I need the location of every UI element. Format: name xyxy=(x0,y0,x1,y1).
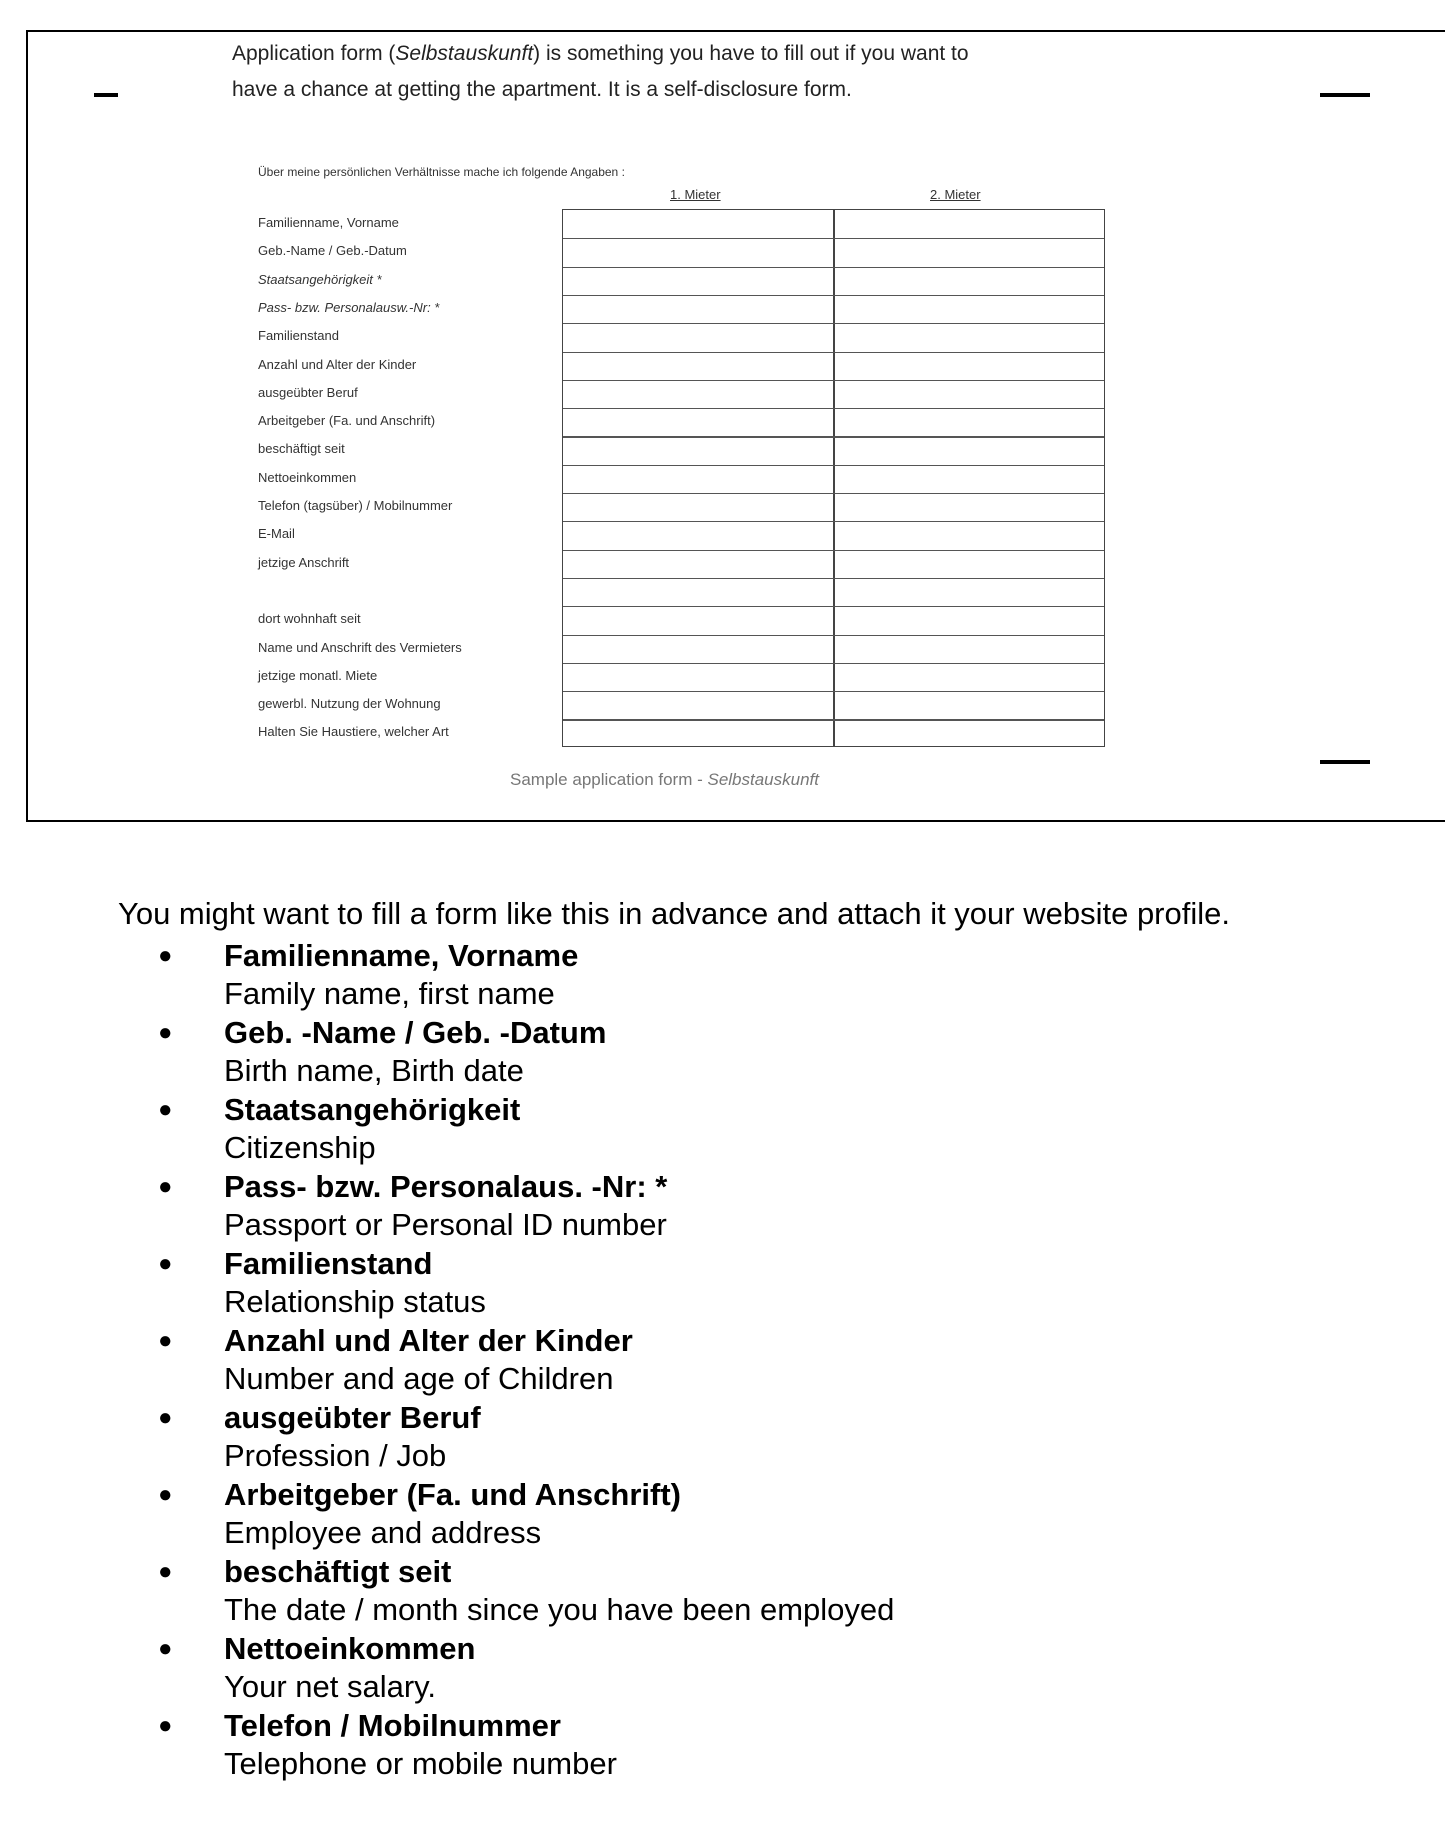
german-term: Telefon / Mobilnummer xyxy=(224,1708,561,1743)
grid-row-line xyxy=(563,663,1104,664)
form-label: Pass- bzw. Personalausw.-Nr: * xyxy=(258,299,440,315)
grid-row-line xyxy=(563,521,1104,522)
column-header-tenant-2: 2. Mieter xyxy=(930,187,981,202)
grid-row-line xyxy=(563,465,1104,466)
form-label: Geb.-Name / Geb.-Datum xyxy=(258,243,407,259)
grid-row-line xyxy=(563,323,1104,324)
form-label: ausgeübter Beruf xyxy=(258,384,358,400)
english-translation: Profession / Job xyxy=(224,1438,447,1473)
german-term: Geb. -Name / Geb. -Datum xyxy=(224,1015,607,1050)
form-label: Name und Anschrift des Vermieters xyxy=(258,639,462,655)
form-label: Staatsangehörigkeit * xyxy=(258,271,382,287)
left-dash xyxy=(94,93,118,97)
english-translation: Relationship status xyxy=(224,1284,486,1319)
english-translation: Number and age of Children xyxy=(224,1361,614,1396)
grid-row-line xyxy=(563,238,1104,239)
german-term: Familienname, Vorname xyxy=(224,938,579,973)
german-term: Nettoeinkommen xyxy=(224,1631,476,1666)
grid-row-line xyxy=(563,436,1104,437)
english-translation: Your net salary. xyxy=(224,1669,436,1704)
list-item xyxy=(0,1322,1445,1399)
column-header-tenant-1: 1. Mieter xyxy=(670,187,721,202)
grid-row-line xyxy=(563,606,1104,607)
grid-row-line xyxy=(563,691,1104,692)
form-grid xyxy=(562,209,1105,747)
german-term: Arbeitgeber (Fa. und Anschrift) xyxy=(224,1477,681,1512)
grid-column-divider xyxy=(833,210,835,746)
grid-row-line xyxy=(563,635,1104,636)
grid-row-line xyxy=(563,493,1104,494)
bullet-icon: ● xyxy=(158,1327,173,1354)
english-translation: Passport or Personal ID number xyxy=(224,1207,667,1242)
bullet-icon: ● xyxy=(158,1558,173,1585)
figure-caption: Sample application form - Selbstauskunft xyxy=(510,770,819,789)
figure-intro-line-1: Application form (Selbstauskunft) is something you have to fill out if you want to xyxy=(232,42,969,65)
list-item xyxy=(0,1707,1445,1784)
german-term: Pass- bzw. Personalaus. -Nr: * xyxy=(224,1169,668,1204)
german-term: ausgeübter Beruf xyxy=(224,1400,481,1435)
bullet-icon: ● xyxy=(158,1635,173,1662)
english-translation: The date / month since you have been employed xyxy=(224,1592,895,1627)
grid-row-line xyxy=(563,352,1104,353)
form-label: beschäftigt seit xyxy=(258,441,345,457)
grid-row-line xyxy=(563,550,1104,551)
english-translation: Birth name, Birth date xyxy=(224,1053,524,1088)
form-label: E-Mail xyxy=(258,526,295,542)
bullet-icon: ● xyxy=(158,1404,173,1431)
right-dash-top xyxy=(1320,93,1370,97)
form-label: gewerbl. Nutzung der Wohnung xyxy=(258,696,441,712)
lead-paragraph: You might want to fill a form like this in advance and attach it your website profile. xyxy=(118,896,1230,931)
english-translation: Citizenship xyxy=(224,1130,376,1165)
form-label: Telefon (tagsüber) / Mobilnummer xyxy=(258,498,453,513)
form-label: jetzige monatl. Miete xyxy=(258,667,378,683)
bullet-icon: ● xyxy=(158,1712,173,1739)
field-translation-list xyxy=(0,937,1445,1784)
form-label: Arbeitgeber (Fa. und Anschrift) xyxy=(258,413,436,429)
list-item xyxy=(0,1630,1445,1707)
right-dash-bottom xyxy=(1320,760,1370,764)
list-item xyxy=(0,1476,1445,1553)
bullet-icon: ● xyxy=(158,1173,173,1200)
german-term: Anzahl und Alter der Kinder xyxy=(224,1323,633,1358)
list-item xyxy=(0,1245,1445,1322)
form-label: Anzahl und Alter der Kinder xyxy=(258,356,417,372)
english-translation: Employee and address xyxy=(224,1515,542,1550)
figure-intro-line-2: have a chance at getting the apartment. It is a self-disclosure form. xyxy=(232,78,852,101)
english-translation: Telephone or mobile number xyxy=(224,1746,617,1781)
german-term: beschäftigt seit xyxy=(224,1554,452,1589)
form-label: Familienstand xyxy=(258,328,339,344)
german-term: Staatsangehörigkeit xyxy=(224,1092,521,1127)
list-item xyxy=(0,1014,1445,1091)
bullet-icon: ● xyxy=(158,942,173,969)
list-item xyxy=(0,937,1445,1014)
grid-row-line xyxy=(563,578,1104,579)
grid-row-line xyxy=(563,719,1104,720)
list-item xyxy=(0,1399,1445,1476)
grid-row-line xyxy=(563,267,1104,268)
form-label: dort wohnhaft seit xyxy=(258,611,361,627)
bullet-icon: ● xyxy=(158,1481,173,1508)
grid-row-line xyxy=(563,380,1104,381)
grid-row-line xyxy=(563,408,1104,409)
grid-row-line xyxy=(563,295,1104,296)
form-label: jetzige Anschrift xyxy=(258,554,350,570)
list-item xyxy=(0,1553,1445,1630)
bullet-icon: ● xyxy=(158,1019,173,1046)
german-term: Familienstand xyxy=(224,1246,433,1281)
bullet-icon: ● xyxy=(158,1250,173,1277)
bullet-icon: ● xyxy=(158,1096,173,1123)
form-label: Halten Sie Haustiere, welcher Art xyxy=(258,724,449,740)
form-label: Nettoeinkommen xyxy=(258,469,357,485)
list-item xyxy=(0,1091,1445,1168)
form-label: Familienname, Vorname xyxy=(258,215,399,230)
english-translation: Family name, first name xyxy=(224,976,555,1011)
list-item xyxy=(0,1168,1445,1245)
form-heading: Über meine persönlichen Verhältnisse mache ich folgende Angaben : xyxy=(258,165,625,179)
